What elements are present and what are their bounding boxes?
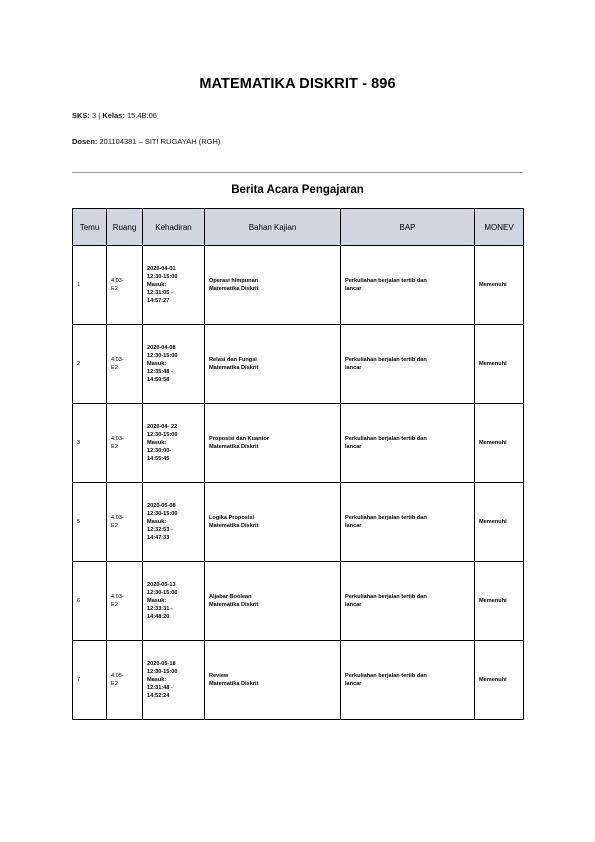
temu-cell: 5	[73, 483, 107, 562]
monev-cell: Memenuhi	[475, 483, 524, 562]
ruang-cell: 4.05- E2	[107, 641, 143, 720]
kehadiran-cell: 2020-05-08 12:30-15:00 Masuk: 12:32:53 - 14:47:33	[143, 483, 205, 562]
header-bahan-kajian: Bahan Kajian	[205, 209, 341, 246]
header-temu: Temu	[73, 209, 107, 246]
table-header-row	[73, 209, 524, 246]
temu-cell: 7	[73, 641, 107, 720]
table-row	[73, 325, 524, 404]
table-row	[73, 641, 524, 720]
ruang-cell: 4.03- E2	[107, 483, 143, 562]
bahan-kajian-cell: Aljabar Boolean Matematika Diskrit	[205, 562, 341, 641]
dosen-label: Dosen:	[72, 137, 98, 146]
kehadiran-cell: 2020-04-08 12:30-15:00 Masuk: 12:35:48 - 14:50:58	[143, 325, 205, 404]
bahan-kajian-cell: Operasi himpunan Matematika Diskrit	[205, 246, 341, 325]
header-ruang: Ruang	[107, 209, 143, 246]
kelas-value: 15.4B.06	[126, 111, 157, 120]
bap-cell: Perkuliahan berjalan tertib dan lancar	[341, 562, 475, 641]
header-bap: BAP	[341, 209, 475, 246]
course-info-line	[72, 111, 157, 120]
temu-cell: 1	[73, 246, 107, 325]
monev-cell: Memenuhi	[475, 246, 524, 325]
monev-cell: Memenuhi	[475, 325, 524, 404]
section-title: Berita Acara Pengajaran	[231, 184, 364, 196]
monev-cell: Memenuhi	[475, 404, 524, 483]
bap-cell: Perkuliahan berjalan tertib dan lancar	[341, 641, 475, 720]
bahan-kajian-cell: Relasi dan Fungsi Matematika Diskrit	[205, 325, 341, 404]
bap-cell: Perkuliahan berjalan tertib dan lancar	[341, 404, 475, 483]
table-row	[73, 246, 524, 325]
lecturer-info-line	[72, 137, 220, 146]
dosen-value: 201104381 – SITI RUGAYAH (RGH)	[99, 137, 221, 146]
monev-cell: Memenuhi	[475, 641, 524, 720]
header-kehadiran: Kehadiran	[143, 209, 205, 246]
kehadiran-cell: 2020-05-18 12:30-15:00 Masuk: 12:31:48 - 14:52:24	[143, 641, 205, 720]
ruang-cell: 4.03- E2	[107, 404, 143, 483]
header-monev: MONEV	[475, 209, 524, 246]
monev-cell: Memenuhi	[475, 562, 524, 641]
kehadiran-cell: 2020-05-13 12:30-15:00 Masuk: 12:33:31 - 14:48:20	[143, 562, 205, 641]
bap-cell: Perkuliahan berjalan tertib dan lancar	[341, 483, 475, 562]
temu-cell: 6	[73, 562, 107, 641]
horizontal-divider	[72, 172, 523, 173]
temu-cell: 3	[73, 404, 107, 483]
sks-value: 3	[92, 111, 97, 120]
table-row	[73, 483, 524, 562]
info-separator: |	[98, 111, 101, 120]
temu-cell: 2	[73, 325, 107, 404]
bap-cell: Perkuliahan berjalan tertib dan lancar	[341, 246, 475, 325]
table-row	[73, 562, 524, 641]
ruang-cell: 4.03- E2	[107, 325, 143, 404]
bap-table	[72, 208, 524, 720]
page-title: MATEMATIKA DISKRIT - 896	[199, 76, 396, 92]
kelas-label: Kelas:	[102, 111, 125, 120]
sks-label: SKS:	[72, 111, 90, 120]
kehadiran-cell: 2020-04- 22 12:30-15:00 Masuk: 12:30:00- 14:55:45	[143, 404, 205, 483]
bahan-kajian-cell: Proposisi dan Kuantor Matematika Diskrit	[205, 404, 341, 483]
ruang-cell: 4.03- E2	[107, 562, 143, 641]
bahan-kajian-cell: Review Matematika Diskrit	[205, 641, 341, 720]
bahan-kajian-cell: Logika Proposisi Matematika Diskrit	[205, 483, 341, 562]
table-row	[73, 404, 524, 483]
bap-cell: Perkuliahan berjalan tertib dan lancar	[341, 325, 475, 404]
kehadiran-cell: 2020-04-01 12:30-15:00 Masuk: 12:31:05 - 14:57:27	[143, 246, 205, 325]
ruang-cell: 4.03- E2	[107, 246, 143, 325]
